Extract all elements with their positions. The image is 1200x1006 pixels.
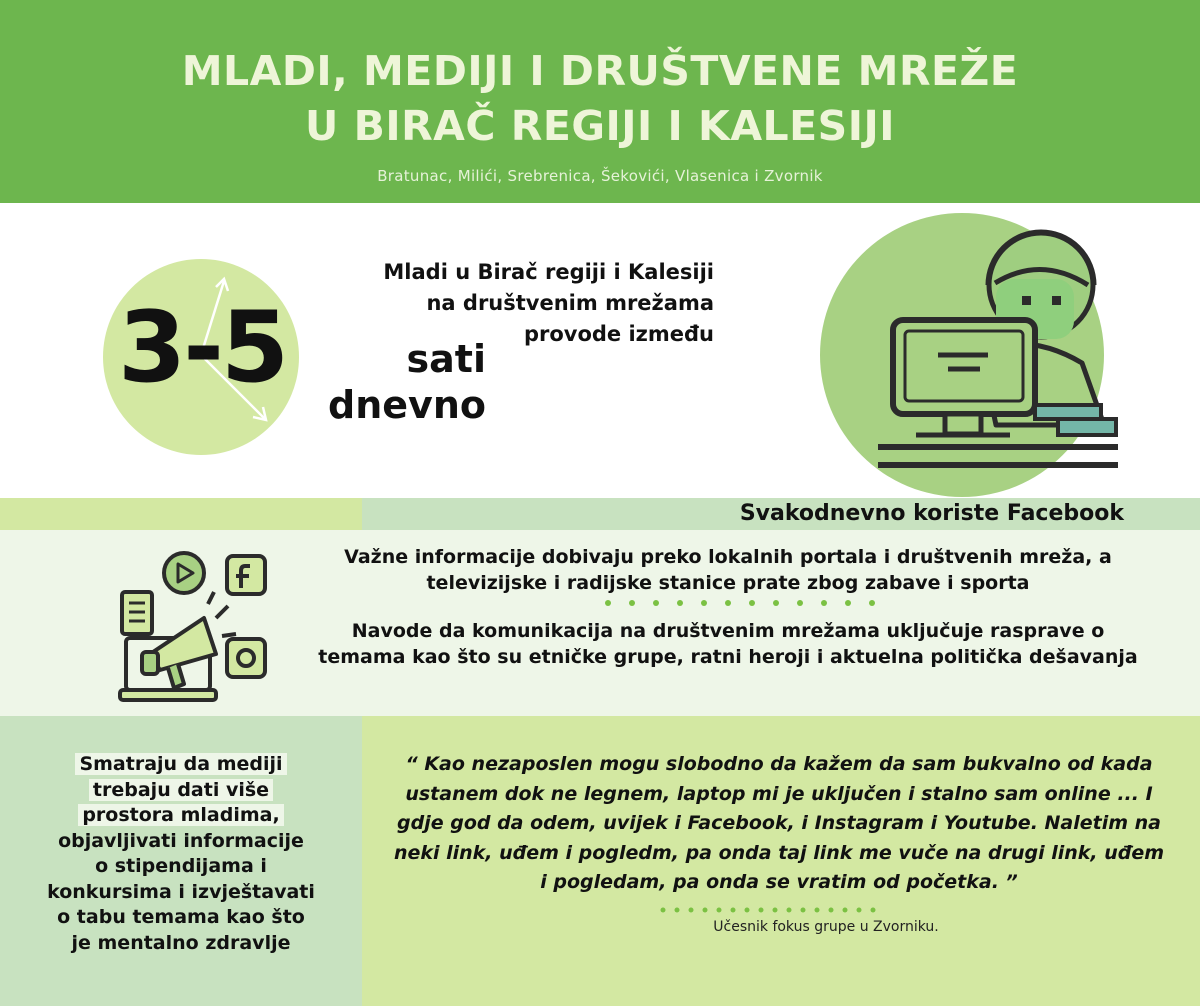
opinion-panel xyxy=(0,716,362,1006)
dotted-divider xyxy=(598,597,888,609)
quote-panel xyxy=(362,716,1200,1006)
opinion-text xyxy=(40,752,322,956)
title-line-1: MLADI, MEDIJI I DRUŠTVENE MREŽE xyxy=(181,47,1019,95)
opinion-line: o stipendijama i xyxy=(95,855,267,877)
opinion-line: o tabu temama kao što xyxy=(57,906,305,928)
unit-sati: sati xyxy=(406,337,486,381)
page-title xyxy=(0,44,1200,154)
hours-number: 3-5 xyxy=(118,291,287,405)
intro-line-3: provode između xyxy=(523,322,714,346)
opinion-line: je mentalno zdravlje xyxy=(71,931,291,954)
opinion-line: prostora mladima, xyxy=(40,803,322,829)
opinion-line: Smatraju da mediji xyxy=(40,752,322,778)
participant-quote: “ Kao nezaposlen mogu slobodno da kažem da sam bukvalno od kada ustanem dok ne legnem, laptop mi je uključen i stalno sam online ... I gdje god da odem, uvijek i Facebook, i Instagram i Youtube. Naletim na neki link, uđem i pogledm, pa onda taj link me vuče na drugi link, uđem i pogledam, pa onda se vratim od početka. ” xyxy=(393,753,1165,893)
intro-line-1: Mladi u Birač regiji i Kalesiji xyxy=(383,260,714,284)
facebook-label: Svakodnevno koriste Facebook xyxy=(739,501,1124,526)
info-section xyxy=(0,530,1200,716)
quote-source: Učesnik fokus grupe u Zvorniku. xyxy=(713,919,939,935)
person-at-computer-icon xyxy=(820,213,1120,497)
header-banner xyxy=(0,0,1200,203)
opinion-line: konkursima i izvještavati xyxy=(47,880,315,903)
info-paragraph-portals: Važne informacije dobivaju preko lokalnih portala i društvenih mreža, a televizijske i radijske stanice prate zbog zabave i sporta xyxy=(344,546,1112,594)
info-paragraph-discussions: Navode da komunikacija na društvenim mrežama uključuje rasprave o temama kao što su etničke grupe, ratni heroji i aktuelna politička dešavanja xyxy=(318,620,1138,668)
unit-dnevno: dnevno xyxy=(328,383,486,427)
hours-intro xyxy=(300,257,714,350)
title-line-2: U BIRAČ REGIJI I KALESIJI xyxy=(305,102,895,150)
facebook-strip-left xyxy=(0,498,362,530)
opinion-line: trebaju dati više xyxy=(40,778,322,804)
social-media-megaphone-icon xyxy=(112,546,272,706)
intro-line-2: na društvenim mrežama xyxy=(426,291,714,315)
page-subtitle: Bratunac, Milići, Srebrenica, Šekovići, Vlasenica i Zvornik xyxy=(377,167,823,185)
opinion-line: objavljivati informacije xyxy=(58,829,304,852)
hours-section xyxy=(0,203,1200,498)
dotted-divider xyxy=(658,905,878,915)
